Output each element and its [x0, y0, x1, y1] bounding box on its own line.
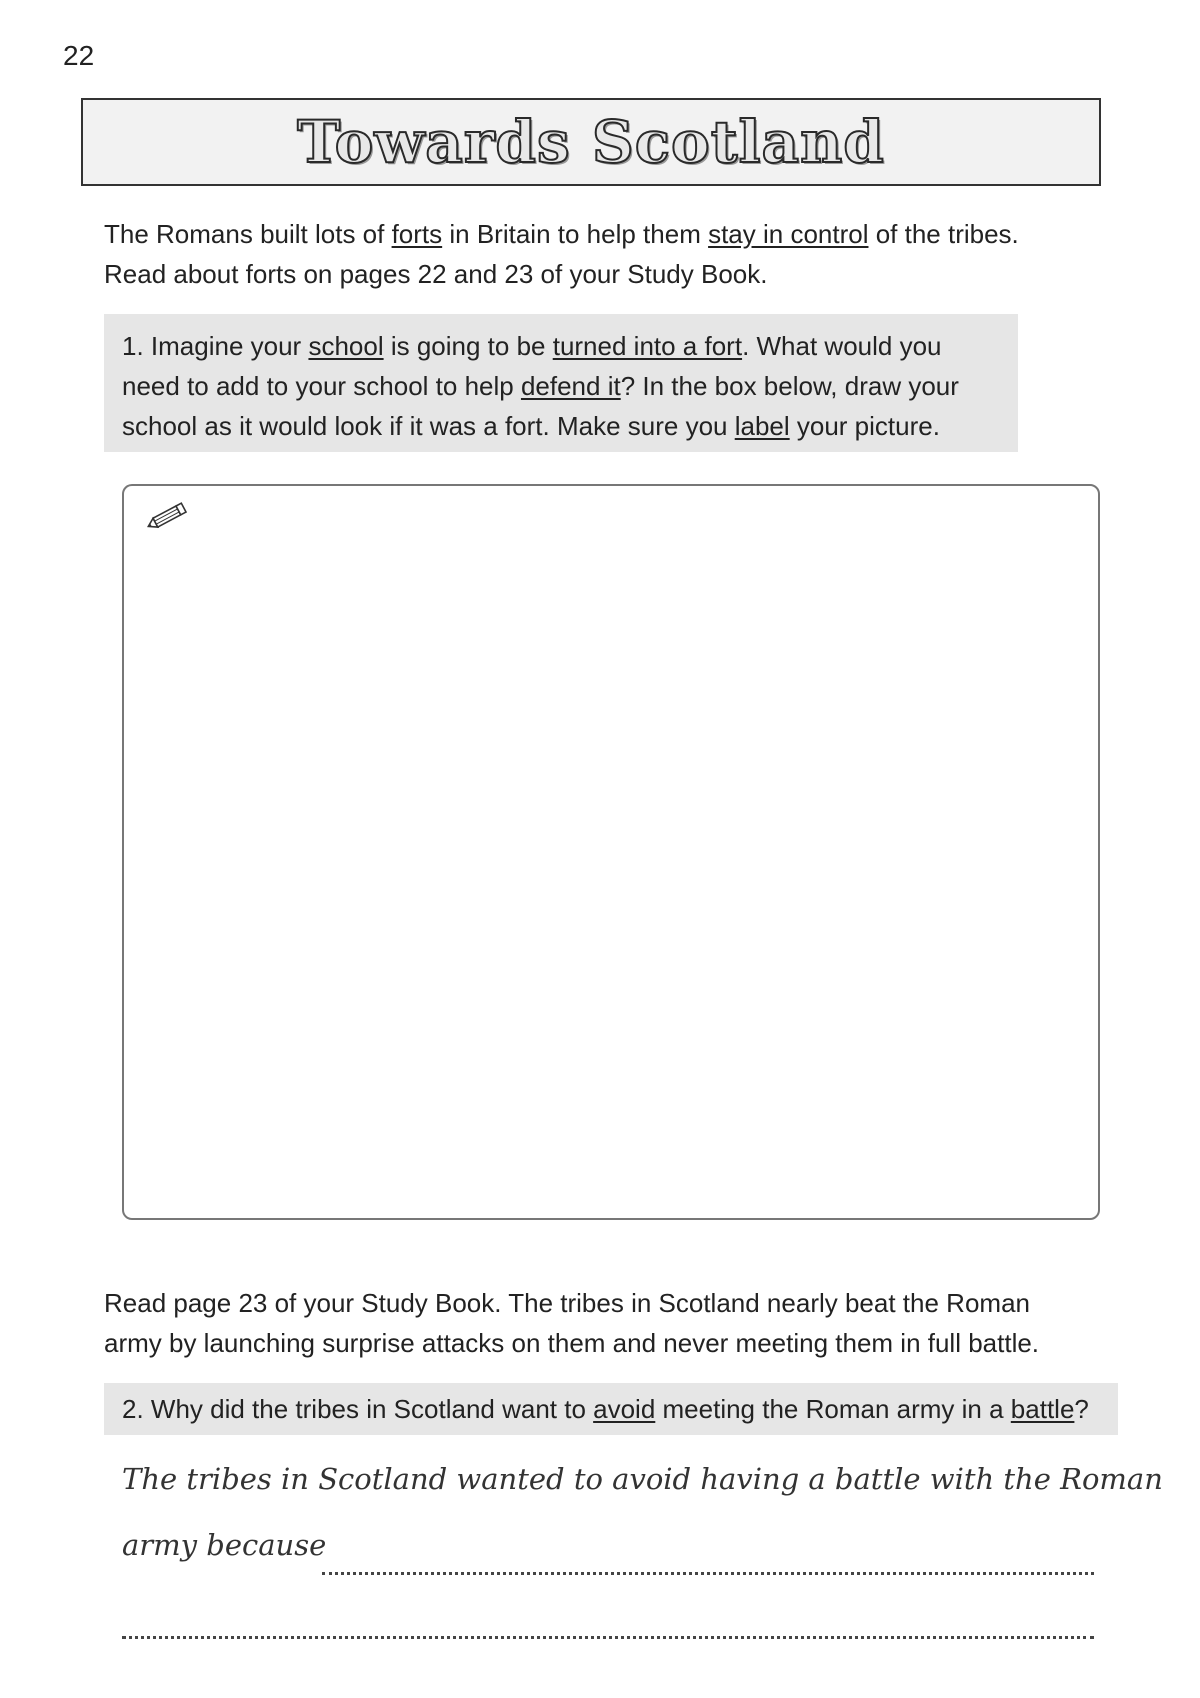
- question-1-line-2: need to add to your school to help defend it? In the box below, draw your: [122, 371, 959, 401]
- intro-line-2: Read about forts on pages 22 and 23 of your Study Book.: [104, 259, 768, 289]
- title-banner: [81, 98, 1101, 186]
- page-title: Towards Scotland: [297, 108, 885, 176]
- drawing-area[interactable]: [122, 484, 1100, 1220]
- question-1-line-1: 1. Imagine your school is going to be turned into a fort. What would you: [122, 331, 942, 361]
- underlined-forts: forts: [391, 219, 443, 249]
- answer-starter-line-1: The tribes in Scotland wanted to avoid having a battle with the Roman: [122, 1462, 1163, 1496]
- answer-line-1[interactable]: [322, 1572, 1094, 1575]
- reading-2-line-2: army by launching surprise attacks on them and never meeting them in full battle.: [104, 1328, 1040, 1358]
- question-1-box: [104, 314, 1018, 452]
- underlined-stay-in-control: stay in control: [708, 219, 869, 249]
- reading-paragraph-2: [104, 1283, 1104, 1363]
- question-2-box: [104, 1383, 1118, 1435]
- page-number: 22: [63, 40, 95, 71]
- underlined-battle: battle: [1010, 1394, 1075, 1424]
- intro-paragraph: [104, 214, 1104, 294]
- underlined-school: school: [308, 331, 384, 361]
- underlined-label: label: [734, 411, 790, 441]
- reading-2-line-1: Read page 23 of your Study Book. The tribes in Scotland nearly beat the Roman: [104, 1288, 1030, 1318]
- underlined-avoid: avoid: [593, 1394, 656, 1424]
- underlined-turned-into-a-fort: turned into a fort: [552, 331, 743, 361]
- pencil-icon: [142, 500, 190, 534]
- underlined-defend-it: defend it: [520, 371, 621, 401]
- answer-starter-line-2: army because: [122, 1528, 327, 1562]
- question-2-text: 2. Why did the tribes in Scotland want to avoid meeting the Roman army in a battle?: [122, 1394, 1089, 1424]
- answer-line-2[interactable]: [122, 1636, 1094, 1639]
- question-1-line-3: school as it would look if it was a fort. Make sure you label your picture.: [122, 411, 940, 441]
- intro-line-1: The Romans built lots of forts in Britain to help them stay in control of the tribes.: [104, 219, 1019, 249]
